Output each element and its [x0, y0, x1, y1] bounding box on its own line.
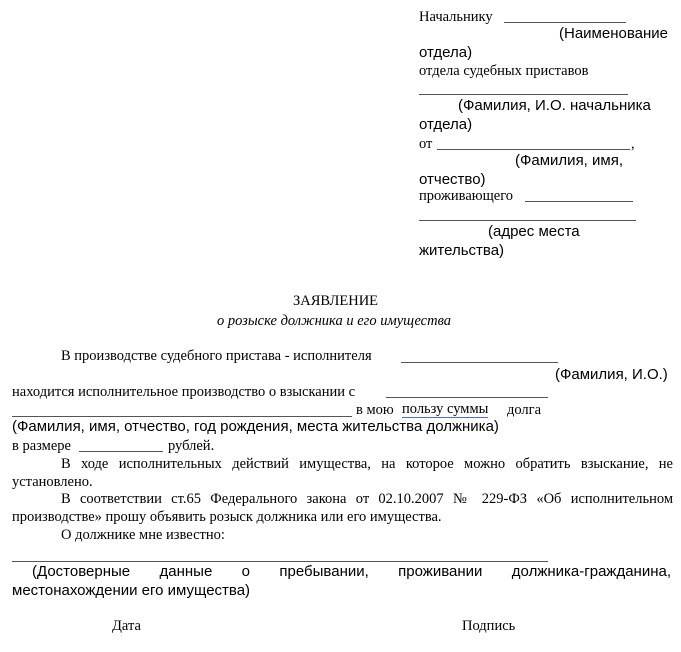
signature-label: Подпись	[462, 618, 516, 634]
known-info-blank[interactable]	[12, 561, 548, 562]
debtor-blank-2[interactable]	[12, 416, 352, 417]
p1-line3-end: долга	[507, 402, 542, 418]
p1-line3-mid: в мою	[356, 402, 394, 418]
address-hint-cont: жительства)	[419, 242, 505, 259]
p4-known-label: О должнике мне известно:	[61, 527, 225, 543]
from-label: от	[419, 136, 433, 152]
bailiff-dept-text: отдела судебных приставов	[419, 63, 589, 79]
applicant-name-hint: (Фамилия, имя,	[515, 152, 624, 169]
document-title: ЗАЯВЛЕНИЕ	[293, 293, 379, 309]
amount-blank[interactable]	[79, 451, 163, 452]
p2-line2: установлено.	[12, 474, 93, 490]
amount-label: в размере	[12, 438, 71, 454]
applicant-name-hint-cont: отчество)	[419, 171, 486, 188]
address-blank[interactable]	[419, 220, 636, 221]
bailiff-name-blank[interactable]	[401, 362, 558, 363]
chief-name-hint-cont: отдела)	[419, 116, 473, 133]
p1-start: В производстве судебного пристава - исполнителя	[61, 348, 372, 364]
in-my-favor-link[interactable]: пользу суммы	[402, 401, 489, 417]
document-subtitle: о розыске должника и его имущества	[217, 313, 452, 329]
known-info-hint: (Достоверные данные о пребывании, проживании должника-гражданина,	[32, 563, 671, 580]
bailiff-name-hint: (Фамилия, И.О.)	[555, 366, 668, 383]
debtor-blank-1[interactable]	[386, 397, 548, 398]
debtor-details-hint: (Фамилия, имя, отчество, год рождения, места жительства должника)	[12, 418, 499, 435]
from-comma: ,	[631, 136, 635, 152]
p3-line2: производстве» прошу объявить розыск должника или его имущества.	[12, 509, 442, 525]
known-info-hint-cont: местонахождении его имущества)	[12, 582, 251, 599]
chief-name-hint: (Фамилия, И.О. начальника	[458, 97, 651, 114]
p1-line2: находится исполнительное производство о взыскании с	[12, 384, 356, 400]
dept-name-hint-cont: отдела)	[419, 44, 473, 61]
p2-line1: В ходе исполнительных действий имущества, на которое можно обратить взыскание, не	[61, 456, 673, 472]
chief-name-blank[interactable]	[419, 94, 628, 95]
address-hint: (адрес места	[488, 223, 580, 240]
p3-line1: В соответствии ст.65 Федерального закона от 02.10.2007 № 229-ФЗ «Об исполнительном	[61, 491, 673, 507]
amount-unit: рублей.	[168, 438, 215, 454]
to-chief-label: Начальнику	[419, 9, 493, 25]
applicant-name-blank[interactable]	[437, 149, 630, 150]
residing-blank[interactable]	[525, 201, 633, 202]
date-label: Дата	[112, 618, 141, 634]
chief-dept-blank[interactable]	[504, 22, 626, 23]
dept-name-hint: (Наименование	[559, 25, 668, 42]
residing-label: проживающего	[419, 188, 514, 204]
